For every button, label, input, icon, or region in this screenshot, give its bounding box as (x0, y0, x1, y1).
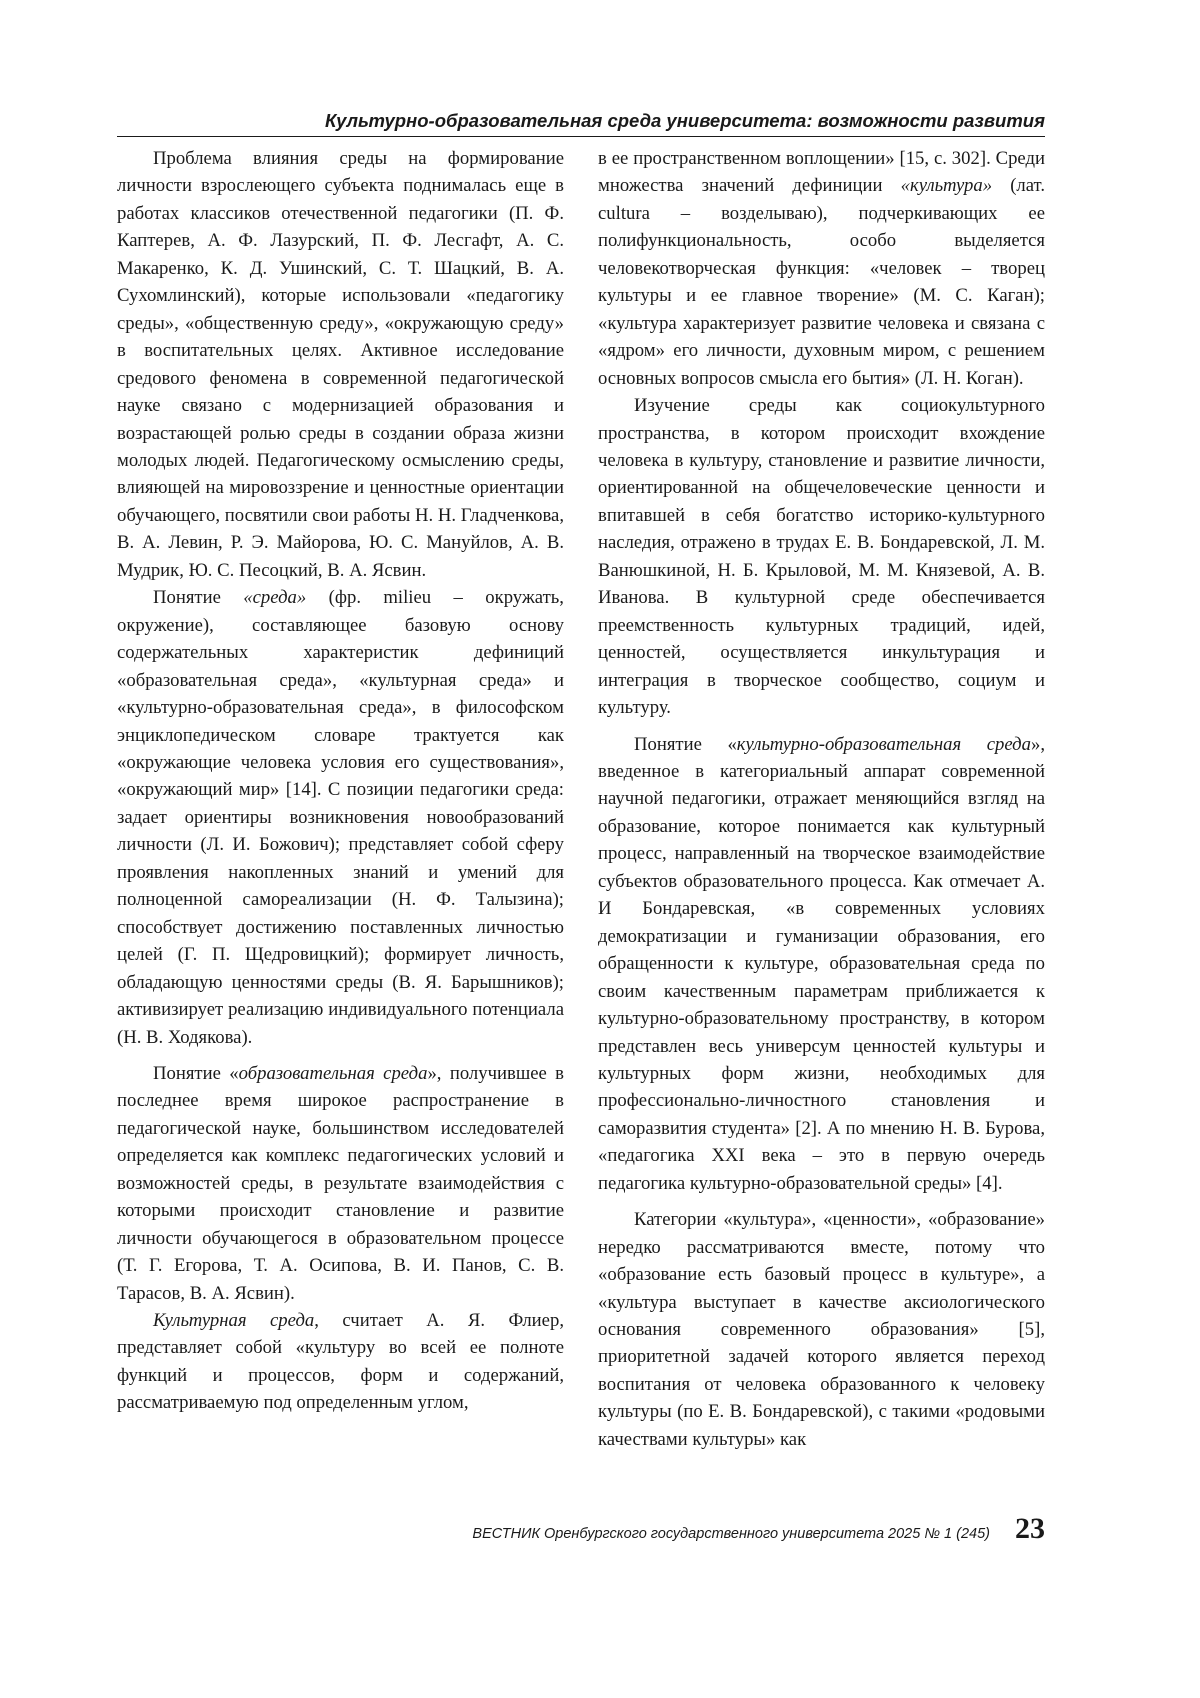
right-column (598, 145, 1045, 1453)
journal-footer: ВЕСТНИК Оренбургского государственного университета 2025 № 1 (245) (472, 1526, 990, 1542)
page-number: 23 (1015, 1512, 1045, 1545)
term-emphasis: образовательная среда (238, 1062, 428, 1084)
term-emphasis: Культурная среда (153, 1310, 315, 1332)
term-emphasis: «культура» (900, 175, 993, 197)
paragraph: в ее пространственном воплощении» [15, с. 302]. Среди множества значений дефиниции «культура» (лат. cultura – возделываю), подчеркивающих ее полифункциональность, особо выделяется человекотворческая функция: «человек – творец культуры и ее главное творение» (М. С. Каган); «культура характеризует развитие человека и связана с «ядром» его личности, духовным миром, с решением основных вопросов смысла его бытия» (Л. Н. Коган). (598, 148, 1045, 389)
running-title: Культурно-образовательная среда университета: возможности развития (325, 110, 1045, 131)
left-column (117, 145, 564, 1417)
paragraph: Изучение среды как социокультурного пространства, в котором происходит вхождение человека в культуру, становление и развитие личности, ориентированной на общечеловеческие ценности и впитавшей в себя богатство историко-культурного наследия, отражено в трудах Е. В. Бондаревской, Л. М. Ванюшкиной, Н. Б. Крыловой, М. М. Князевой, А. В. Иванова. В культурной среде обеспечивается преемственность культурных традиций, идей, ценностей, осуществляется инкультурация и интеграция в творческое сообщество, социум и культуру. (598, 395, 1045, 719)
paragraph: Понятие «образовательная среда», получившее в последнее время широкое распространение в педагогической науке, большинством исследователей определяется как комплекс педагогических условий и возможностей среды, в результате взаимодействия с которыми происходит становление и развитие личности обучающегося в образовательном процессе (Т. Г. Егорова, Т. А. Осипова, В. И. Панов, С. В. Тарасов, В. А. Ясвин). (117, 1062, 564, 1304)
term-emphasis: культурно-образовательная среда (736, 733, 1031, 755)
paragraph: Проблема влияния среды на формирование личности взрослеющего субъекта поднималась еще в работах классиков отечественной педагогики (П. Ф. Каптерев, А. Ф. Лазурский, П. Ф. Лесгафт, А. С. Макаренко, К. Д. Ушинский, С. Т. Шацкий, В. А. Сухомлинский), которые использовали «педагогику среды», «общественную среду», «окружающую среду» в воспитательных целях. Активное исследование средового феномена в современной педагогической науке связано с модернизацией образования и возрастающей ролью среды в создании образа жизни молодых людей. Педагогическому осмыслению среды, влияющей на мировоззрение и ценностные ориентации обучающего, посвятили свои работы Н. Н. Гладченкова, В. А. Левин, Р. Э. Майорова, Ю. С. Мануйлов, А. В. Мудрик, Ю. С. Песоцкий, В. А. Ясвин. (117, 148, 564, 581)
paragraph: Категории «культура», «ценности», «образование» нередко рассматриваются вместе, потому что «образование есть базовый процесс в культуре», а «культура выступает в качестве аксиологического основания современного образования» [5], приоритетной задачей которого является переход воспитания от человека образованного к человеку культуры (по Е. В. Бондаревской), с такими «родовыми качествами культуры» как (598, 1209, 1045, 1450)
paragraph: Культурная среда, считает А. Я. Флиер, представляет собой «культуру во всей ее полноте функций и процессов, форм и содержаний, рассматриваемую под определенным углом, (117, 1310, 564, 1414)
term-emphasis: «среда» (243, 587, 307, 609)
paragraph: Понятие «среда» (фр. milieu – окружать, окружение), составляющее базовую основу содержательных характеристик дефиниций «образовательная среда», «культурная среда» и «культурно-образовательная среда», в философском энциклопедическом словаре трактуется как «окружающие человека условия его существования», «окружающий мир» [14]. С позиции педагогики среда: задает ориентиры возникновения новообразований личности (Л. И. Божович); представляет собой сферу проявления накопленных знаний и умений для полноценной самореализации (Н. Ф. Талызина); способствует достижению поставленных личностью целей (Г. П. Щедровицкий); формирует личность, обладающую ценностями среды (В. Я. Барышников); активизирует реализацию индивидуального потенциала (Н. В. Ходякова). (117, 587, 564, 1048)
header-rule (117, 136, 1045, 137)
paragraph: Понятие «культурно-образовательная среда», введенное в категориальный аппарат современной научной педагогики, отражает меняющийся взгляд на образование, которое понимается как культурный процесс, направленный на творческое взаимодействие субъектов образовательного процесса. Как отмечает А. И Бондаревская, «в современных условиях демократизации и гуманизации образования, его обращенности к культуре, образовательная среда по своим качественным параметрам приближается к культурно-образовательному пространству, в котором представлен весь универсум ценностей культуры и культурных форм жизни, необходимых для профессионально-личностного становления и саморазвития студента» [2]. А по мнению Н. В. Бурова, «педагогика XXI века – это в первую очередь педагогика культурно-образовательной среды» [4]. (598, 733, 1045, 1194)
